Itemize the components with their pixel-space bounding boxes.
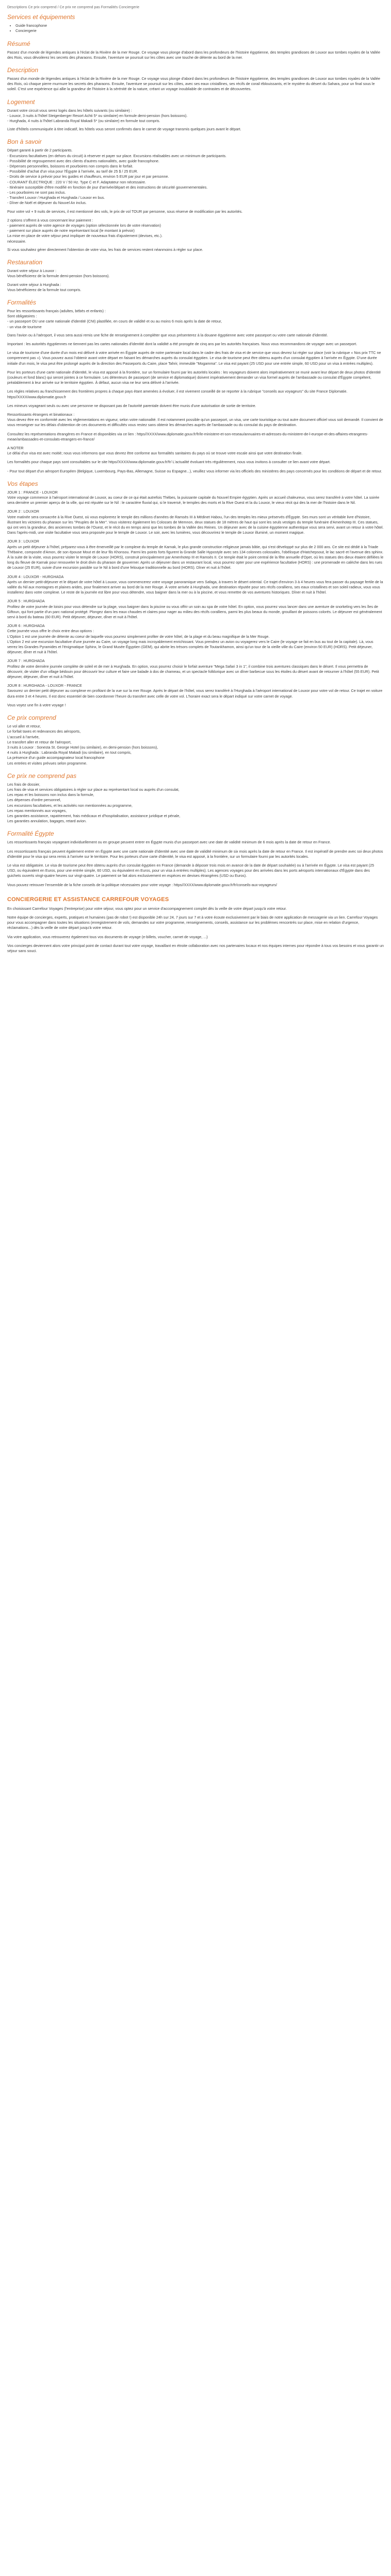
prix-comprend-item: Le forfait taxes et redevances des aéroports,	[7, 729, 81, 734]
bon-savoir-line: - Itinéraire susceptible d'être modifié en fonction de jour d'arrivée/départ et des instructions de sécurité gouvernementales.	[7, 184, 208, 190]
restauration-title: Restauration	[7, 259, 43, 266]
formalite-egypte-paragraph: Vous pouvez retrouver l'ensemble de la fiche conseils de la politique nécessaires pour votre voyage : https//XXXX/www.diplomatie.gouv.fr/fr/conseils-aux-voyageurs/	[7, 882, 278, 887]
day-title: JOUR 7 : HURGHADA	[7, 658, 45, 664]
bon-savoir-option: - paiement auprès de votre agence de voyages (option sélectionnée lors de votre réservation)	[7, 223, 161, 228]
logement-note: Liste d'hôtels communiquée à titre indicatif, les hôtels vous seront confirmés dans le carnet de voyage transmis quelques jours avant le départ.	[7, 127, 241, 132]
etapes-title: Vos étapes	[7, 480, 38, 487]
prix-ne-comprend-title: Ce prix ne comprend pas	[7, 772, 77, 779]
bon-savoir-line: - Les pourboires ne sont pas inclus.	[7, 190, 66, 195]
formalite-egypte-title: Formalité Égypte	[7, 830, 54, 838]
day-title: JOUR 2 : LOUXOR	[7, 509, 39, 514]
services-item: • Guide francophone	[15, 23, 384, 28]
bon-savoir-options	[7, 218, 384, 244]
prix-ne-comprend-item: Les frais de visa et services obligatoires à régler sur place au représentant local ou auprès d'un consulat,	[7, 787, 180, 792]
logement-block	[7, 108, 384, 124]
formalites-paragraph: Dans l'avion ou à l'aéroport, il vous sera aussi remis une fiche de renseignement à compléter que vous présenterez à la douane égyptienne avec votre passeport ou votre carte nationale d'identité.	[7, 332, 328, 337]
formalites-subheading: Ressortissants étrangers et binationaux :	[7, 412, 75, 417]
formalite-egypte-paragraph: Les ressortissants français peuvent également entrer en Égypte avec une carte nationale d'identité avec une date de validité minimum de six mois après la date de retour en France. Il est impératif de prendre avec soi deux photos d'identité pour le visa qui sera remis à l'arrivée sur le territoire. Pour les porteurs d'une carte d'identité, le visa est apposé, à la frontière, sur un formulaire fourni par les autorités locales.	[7, 849, 383, 859]
day-description: Votre voyage commence à l'aéroport international de Louxor, au coeur de ce qui était autrefois Thèbes, la puissante capitale du Nouvel Empire égyptien. Après un accueil chaleureux, vous serez transféré à votre hôtel. La soirée sera dernière un premier aperçu de la ville, qui est réputée sur le Nil : le caractère fluvial qui, si le traversé, le temples des morts et la Rive Ouest et la du Louxor, le vieux récit qui des la mer de l'histoire dans le Nil.	[7, 495, 380, 505]
prix-ne-comprend-item: Les repas et les boissons non inclus dans la formule,	[7, 792, 94, 798]
bon-savoir-line: - Dîner de Noël et déjeuner du Nouvel An inclus.	[7, 200, 87, 206]
bon-savoir-line: - Possibilité d'achat d'un visa pour l'Égypte à l'arrivée, au tarif de 25 $ / 25 EUR.	[7, 169, 138, 174]
day-description: Savourez un dernier petit déjeuner au complexe en profitant de la vue sur la mer Rouge. Après le départ de l'hôtel, vous serez transféré à l'Hurghada à l'aéroport international de Louxor pour votre vol de retour. Ce trajet en voiture dura entre 3 et 4 heures. Il est donc essentiel de bien coordonner l'heure du transfert avec celle de votre vol. L'horaire exact sera le départ indiqué sur votre carnet de voyage.	[7, 688, 383, 699]
prix-comprend-item: 3 nuits à Louxor : Sonesta St. George Hotel (ou similaire), en demi-pension (hors boissons),	[7, 744, 158, 750]
bon-savoir-option: La mise en place de votre séjour peut impliquer de nouveaux frais d'ajustement (devises, etc.).	[7, 233, 163, 239]
restauration-line: Vous bénéficierez de la formule tout compris.	[7, 287, 82, 292]
prix-comprend-item: La présence d'un guide accompagnateur local francophone	[7, 755, 105, 760]
bon-savoir-line: Départ garanti à partir de 2 participants.	[7, 148, 73, 153]
services-item: • Conciergerie	[15, 28, 384, 33]
bon-savoir-list	[7, 148, 384, 206]
formalites-paragraph: Le délai d'un visa est avec moitié; nous vous informons que vous devrez être conforme aux formalités sanitaires du pays où se trouve votre escale ainsi que votre destination finale.	[7, 451, 303, 456]
conciergerie-paragraph: Notre équipe de concierges, experts, pratiques et humaines (pas de robot !) est disponible 24h sur 24, 7 jours sur 7 et à votre écoute exclusivement par le biais de notre application de messagerie via un lien. Carrefour Voyages pour vous accompagner dans toutes les situations (enregistrement de vols, demandes sur votre programme, renseignements, conseils, assistance sur les problèmes rencontrés sur place, mise en relation d'urgence, réclamations...) dès la veille de votre départ jusqu'à votre retour.	[7, 914, 378, 930]
logement-line: - Louxor, 3 nuits à l'hôtel Steigenberger Resort Achti 5* ou similaire) en formule demi-pension (hors boissons).	[7, 113, 188, 118]
day-title: JOUR 8 : HURGHADA - LOUXOR - FRANCE	[7, 683, 82, 688]
formalites-line: - un visa de tourisme	[7, 324, 42, 329]
prix-comprend-item: Les entrées et visites prévues selon programme.	[7, 760, 88, 766]
resume-text: Passez d'un monde de légendes antiques à l'éclat de la Rivière de la mer Rouge. Ce voyage vous plonge d'abord dans les profondeurs de l'histoire égyptienne, des temples grandioses de Louxor aux tombes royales de la Vallée des Rois, vous dévoilerez les secrets des pharaons. Ensuite, l'aventure se poursuit sur les côtes avec une touche de détente au bord de la mer.	[7, 49, 380, 60]
day-title: JOUR 1 : FRANCE - LOUXOR	[7, 489, 58, 495]
logement-intro: Durant votre circuit vous serez logés dans les hôtels suivants (ou similaire) :	[7, 108, 132, 113]
restauration-line: Durant votre séjour à Louxor :	[7, 268, 57, 274]
bon-savoir-line: - Possibilité de regroupement avec des clients d'autres nationalités, avec guide francophone.	[7, 158, 160, 163]
day-description: Après un petit déjeuner à l'hôtel, préparez-vous à être émerveillé par le complexe du temple de Karnak, le plus grande construction religieuse jamais bâtie, qui s'est développé sur plus de 2 000 ans. Ce site est dédié à la Triade Thébaine, composée d'Amon, de son épouse Mout et de leur fils Khonsou. Parmi les points forts figurent la Grande Salle Hypostyle avec ses 134 colonnes colossales, l'obélisque d'Hatchepsout, le lac sacré et l'avenue des sphinx. À la suite de la visite, vous pourrez visiter le temple de Louxor (HORS), construit principalement par Amenhotep III et Ramsès II. Ce temple était le point central de la fête annuelle d'Opet, où les statues des dieux étaient défilées le long du fleuve de Karnak pour renouveler le droit divin du pharaon de gouverner. Après un déjeuner dans un restaurant local, vous pourrez opter pour une expérience facultative (HORS) : une promenade en calèche dans les rues de Louxor (25 EUR), suivie d'une excursion paisible sur le Nil à bord d'une felouque traditionnelle au bord (HORS). Dîner et nuit à l'hôtel.	[7, 544, 384, 570]
day-title: JOUR 4 : LOUXOR - HURGHADA	[7, 574, 64, 579]
conciergerie-paragraph: Via votre application, vous retrouverez également tous vos documents de voyage (e-billets, voucher, carnet de voyage, ...)	[7, 934, 208, 939]
prix-comprend-title: Ce prix comprend	[7, 714, 56, 722]
day-description: Après un dernier petit-déjeuner et le départ de votre hôtel à Louxor, vous commencerez votre voyage panoramique vers Safaga, à travers le désert oriental. Ce trajet d'environ 3 à 4 heures vous fera passer du paysage fertile de la vallée du Nil aux montagnes et plaines arides, pour finalement arriver au bord de la mer Rouge. À votre arrivée à Hurghada, une destination réputée pour ses récifs coralliens, ses eaux cristallines et son soleil radieux, vous vous installerez dans votre complexe. Le reste de la journée est libre pour vous détendre, vous baigner dans la mer ou à la piscine, et vous remettre de vos aventures historiques. Dîner et nuit à l'hôtel.	[7, 579, 383, 595]
bon-savoir-option: nécessaire.	[7, 239, 26, 244]
conciergerie-title: CONCIERGERIE ET ASSISTANCE CARREFOUR VOYAGES	[7, 896, 169, 903]
prix-comprend-item: 4 nuits à Hurghada : Labranda Royal Makadi (ou similaire), en tout compris,	[7, 750, 132, 755]
conciergerie-paragraph: Vos concierges deviennent alors votre principal point de contact durant tout votre voyage, travaillant en étroite collaboration avec nos partenaires locaux et nos équipes internes pour répondre à tous vos besoins et vous garantir un séjour sans souci.	[7, 943, 384, 953]
formalites-line: Sont obligatoires :	[7, 314, 37, 319]
description-title: Description	[7, 66, 39, 74]
etapes-closing: Vous voyez une fin à votre voyage !	[7, 702, 66, 707]
bon-savoir-note: Pour votre vol + 9 nuits de services, il est mentionné des vols, le prix de vol TOUR par personne, sous réserve de modification par les autorités.	[7, 209, 243, 214]
bon-savoir-visa-note: Si vous souhaitez gérer directement l'obtention de votre visa, les frais de services restent néanmoins à régler sur place.	[7, 247, 203, 252]
logement-title: Logement	[7, 98, 35, 106]
prix-ne-comprend-list	[7, 782, 384, 824]
prix-comprend-item: Le vol aller et retour,	[7, 724, 41, 729]
formalites-line: - un passeport OU une carte nationale d'identité (CNI) plastifiée, en cours de validité et ou au moins 6 mois après la date de retour,	[7, 319, 222, 324]
breadcrumb: Descriptions Ce prix comprend / Ce prix ne comprend pas Formalités Conciergerie	[7, 6, 139, 9]
bon-savoir-line: - Dépenses personnelles, boissons et pourboires non compris dans le forfait.	[7, 164, 134, 169]
formalites-paragraph: Les règles relatives au franchissement des frontières propres à chaque pays étant amenées à évoluer, il est vivement conseillé de se reporter à la rubrique "conseils aux voyageurs" du site France Diplomatie. https//XXXX/www.diplomatie.gouv.fr	[7, 389, 348, 399]
day-description: Votre matinée sera consacrée à la Rive Ouest, où vous explorerez le temple des millions d'années de Ramsès III à Médinet Habou, l'un des temples les mieux préservés d'Égypte. Ses murs sont un véritable livre d'histoire, illustrant les victoires du pharaon sur les "Peuples de la Mer". Vous visiterez également les Colosses de Memnon, deux statues de 18 mètres de haut qui sont les seuls vestiges du temple funéraire d'Amenhotep III. Ces statues, qui ont vers la grandeur, des anciennes tombes de l'Ouest, et le récit du en temps ainsi que les tombes de la Vallée des Reines. Un déjeuner avec de la cuisine égyptienne authentique vous sera servi, avant un retour à votre hôtel. Dans l'après-midi, une visite facultative vous sera proposée pour le temple de Louxor. Le soir, avec les lumières, vous découvrirez le temple de Louxor illuminé, un moment magique.	[7, 514, 384, 535]
etapes-list	[7, 490, 384, 699]
prix-ne-comprend-item: Les dépenses d'ordre personnel,	[7, 798, 61, 803]
prix-comprend-item: L'accueil à l'arrivée,	[7, 734, 40, 739]
bon-savoir-option: - paiement sur place auprès de notre représentant local (le montant à prévoir)	[7, 228, 135, 233]
description-text: Passez d'un monde de légendes antiques à l'éclat de la Rivière de la mer Rouge. Ce voyage vous plonge d'abord dans les profondeurs de l'histoire égyptienne, des temples grandioses de Louxor aux tombes royales de la Vallée des Rois, où chaque pierre murmure les secrets des pharaons. Ensuite, l'aventure se poursuit sur les côtes, avec ses eaux cristallines, ses récifs de corail éblouissants, et le mystère du désert du Sahara, pour un final sous le soleil. C'est une expérience qui allie la grandeur de l'histoire à la sérénité de la nature, créant un voyage inoubliable de contrastes et de découvertes.	[7, 76, 380, 92]
formalites-paragraph: Vous devez être en conformité avec les réglementations en vigueur, selon votre nationalité. Il est notamment possible qu'un passeport, un visa, une carte touristique ou tout autre document officiel vous soit demandé. Il convient de vous renseigner sur les délais d'obtention de ces documents et difficultés vous restez sans obtenir les démarches auprès de l'ambassade ou du consulat du pays de destination.	[7, 417, 383, 428]
restauration-line: Vous bénéficierez de la formule demi-pension (hors boissons).	[7, 274, 110, 279]
formalites-note-title: A NOTER	[7, 445, 24, 450]
formalites-paragraph: Le visa de tourisme d'une durée d'un mois est délivré à votre arrivée en Égypte auprès de notre partenaire local dans le cadre des frais de visa et de service que vous devrez lui régler sur place (voir la rubrique « Nos prix TTC ne comprennent pas »). Vous pouvez aussi l'obtenir avant votre départ en faisant les démarches auprès du consulat égyptien. Le visa de tourisme peut être obtenu auprès d'un consulat égyptien à l'arrivée en Égypte. D'une durée initiale d'un mois, le visa peut être prolongé auprès de la direction des Passeports du Caire, place Tahrir, immeuble "Mogamma". Le visa est payant (25 USD pour une entrée simple, 60 USD pour un visa à entrées multiples).	[7, 350, 381, 366]
formalites-paragraph: Les mineurs voyageant seuls ou avec une personne ne disposant pas de l'autorité parentale doivent être munis d'une autorisation de sortie de territoire.	[7, 403, 256, 408]
bon-savoir-title: Bon à savoir	[7, 138, 42, 146]
day-title: JOUR 3 : LOUXOR	[7, 539, 39, 544]
day-description: Cette journée vous offre le choix entre deux options : L'Option 1 est une journée de détente au coeur de laquelle vous pourrez simplement profiter de votre hôtel, de la plage et du beau magnifique de la Mer Rouge. L'Option 2 est une excursion facultative d'une journée au Caire, un voyage long mais incroyablement enrichissant. Vous prendrez un avion ou voyagerez vers le Caire (le voyage se fait en bus au tout de la capitale). Là, vous verrez les Grandes Pyramides et l'énigmatique Sphinx, le Grand Musée Égyptien (GEM), qui abrite les trésors complets de Toutankhamon, ainsi qu'un tour de la vieille ville du Caire (environ 50 EUR) (HORS). Petit déjeuner, déjeuner, dîner et nuit à l'hôtel.	[7, 629, 373, 655]
bon-savoir-line: - Transfert Louxor / Hurghada et Hurghada / Louxor en bus.	[7, 195, 105, 200]
services-title: Services et équipements	[7, 13, 75, 21]
logement-line: - Hurghada, 4 nuits à l'hôtel Labranda Royal Makadi 5* (ou similaire) en formule tout compris.	[7, 118, 160, 124]
page	[0, 0, 391, 968]
prix-comprend-list	[7, 724, 384, 766]
formalites-paragraph: Les formalités pour chaque pays sont consultables sur le site https//XXXX/www.diplomatie.gouv.fr/fr/ L'actualité évoluant très régulièrement, nous vous invitons à consulter ce lien avant votre départ.	[7, 460, 331, 465]
prix-ne-comprend-item: Les frais de dossier,	[7, 782, 40, 787]
formalites-paragraph: Important : les autorités égyptiennes ne tiennent pas les cartes nationales d'identité dont la validité a été prorogée de cinq ans par les autorités françaises. Nous vous recommandons de voyager avec un passeport.	[7, 341, 357, 346]
formalites-line: Pour les ressortissants français (adultes, bébés et enfants) :	[7, 308, 106, 313]
bon-savoir-line: - Excursions facultatives (en dehors du circuit) à réserver et payer sur place. Excursions réalisables avec un minimum de participants.	[7, 153, 227, 158]
day-title: JOUR 6 : HURGHADA	[7, 623, 45, 629]
services-list	[7, 23, 384, 33]
prix-ne-comprend-item: Les repas mentionnés aux voyages,	[7, 808, 67, 813]
bon-savoir-option: 2 options s'offrent à vous concernant leur paiement :	[7, 217, 93, 223]
restauration-line: Durant votre séjour à Hurghada :	[7, 282, 61, 287]
formalites-paragraph: Consultez les représentations étrangères en France et disponibles via ce lien : https//XXXX/www.diplomatie.gouv.fr/fr/le-ministere-et-son-reseau/annuaires-et-adresses-du-ministere-de-l-europe-et-des-affaires-etrangeres-meae/ambassades-et-consulats-etrangers-en-france/	[7, 431, 368, 442]
bon-savoir-line: - COURANT ÉLECTRIQUE : 220 V / 50 Hz. Type C et F. Adaptateur non nécessaire.	[7, 179, 146, 184]
prix-ne-comprend-item: Les excursions facultatives, et les activités non mentionnées au programme,	[7, 803, 133, 808]
resume-title: Résumé	[7, 40, 30, 47]
prix-ne-comprend-item: Les garanties annulation, bagages, retard avion.	[7, 819, 87, 824]
prix-comprend-item: Le transfert aller et retour de l'aéroport,	[7, 739, 72, 744]
conciergerie-paragraph: En choisissant Carrefour Voyages (l'entreprise) pour votre séjour, vous optez pour un service d'accompagnement complet dès la veille de votre départ jusqu'à votre retour.	[7, 906, 287, 911]
day-description: Profitez de votre dernière journée complète de soleil et de mer à Hurghada. En option, vous pourrez choisir le forfait aventure "Mega Safari 3 in 1", il combine trois aventures classiques dans le désert. Il vous permettra de découvrir, de visiter d'un village bédouin pour découvrir leur culture et faire une balade à dos de chameau, et un spectacle folklorique avec un dîner barbecue sous les étoiles du désert avant de retourner à l'hôtel (55 EUR). Petit déjeuner, déjeuner, dîner et nuit à l'hôtel.	[7, 664, 379, 680]
formalites-paragraph: Pour les porteurs d'une carte nationale d'identité, le visa est apposé à la frontière, sur un formulaire fourni par les autorités locales : les voyageurs doivent alors impérativement se munir avant leur départ de deux photos d'identité (couleurs et fond blanc) qui seront jointes à ce formulaire. Les détenteurs de passeport (de service et diplomatique) doivent impérativement demander un visa formel auprès de l'ambassade ou consulat d'Égypte compétent, préalablement à leur arrivée sur le territoire égyptien. À défaut, aucun visa ne leur sera délivré à l'arrivée.	[7, 369, 381, 385]
formalites-requirements	[7, 309, 384, 330]
prix-ne-comprend-item: Les garanties assistance, rapatriement, frais médicaux et d'hospitalisation, assistance juridique et pénale,	[7, 813, 181, 818]
restauration-block	[7, 268, 384, 293]
day-title: JOUR 5 : HURGHADA	[7, 599, 45, 604]
formalites-title: Formalités	[7, 298, 37, 306]
day-description: Profitez de votre journée de loisirs pour vous détendre sur la plage, vous baigner dans la piscine ou vous offrir un soin au spa de votre hôtel. En option, vous pourrez vous lancer dans une aventure de snorkeling vers les îles de Giftoun, qui font partie d'un parc national protégé. Plongez dans les eaux chaudes et claires pour nager au milieu des récifs coralliens, parmi les plus beaux du monde, grouillant de poissons colorés. Le déjeuner est généralement servi à bord du bateau (60 EUR). Petit déjeuner, déjeuner, dîner et nuit à l'hôtel.	[7, 604, 382, 620]
formalite-egypte-paragraph: Le visa est obligatoire. Le visa de tourisme peut être obtenu auprès d'un consulat égyptien en France (demande à déposer trois mois en avance de la date de départ souhaitée) ou à l'arrivée en Égypte. Le visa est payant (25 USD, ou équivalent en Euros, pour une entrée simple, 60 USD, ou équivalent en Euros, pour un visa à entrées multiples). Les agences voyages pour des arrivées dans les ports aéroports internationaux d'Égypte dans des guichets ouverts vingt-quatre heures sur vingt-quatre. Le paiement se fait alors exclusivement en espèces en devises étrangères (USD ou Euros).	[7, 862, 374, 878]
formalite-egypte-paragraph: Les ressortissants français voyageant individuellement ou en groupe peuvent entrer en Égypte munis d'un passeport avec une date de validité minimum de 6 mois après la date de retour en France.	[7, 840, 331, 845]
formalites-paragraph: - Pour tout départ d'un aéroport Européen (Belgique, Luxembourg, Pays-Bas, Allemagne, Suisse ou Espagne...), veuillez vous informer via les officiels des ministères des pays concernés pour les conditions de départ et de retour.	[7, 468, 382, 473]
bon-savoir-line: - Droits de service à prévoir pour les guides et chauffeurs, environ 5 EUR par jour et par personne.	[7, 174, 169, 179]
